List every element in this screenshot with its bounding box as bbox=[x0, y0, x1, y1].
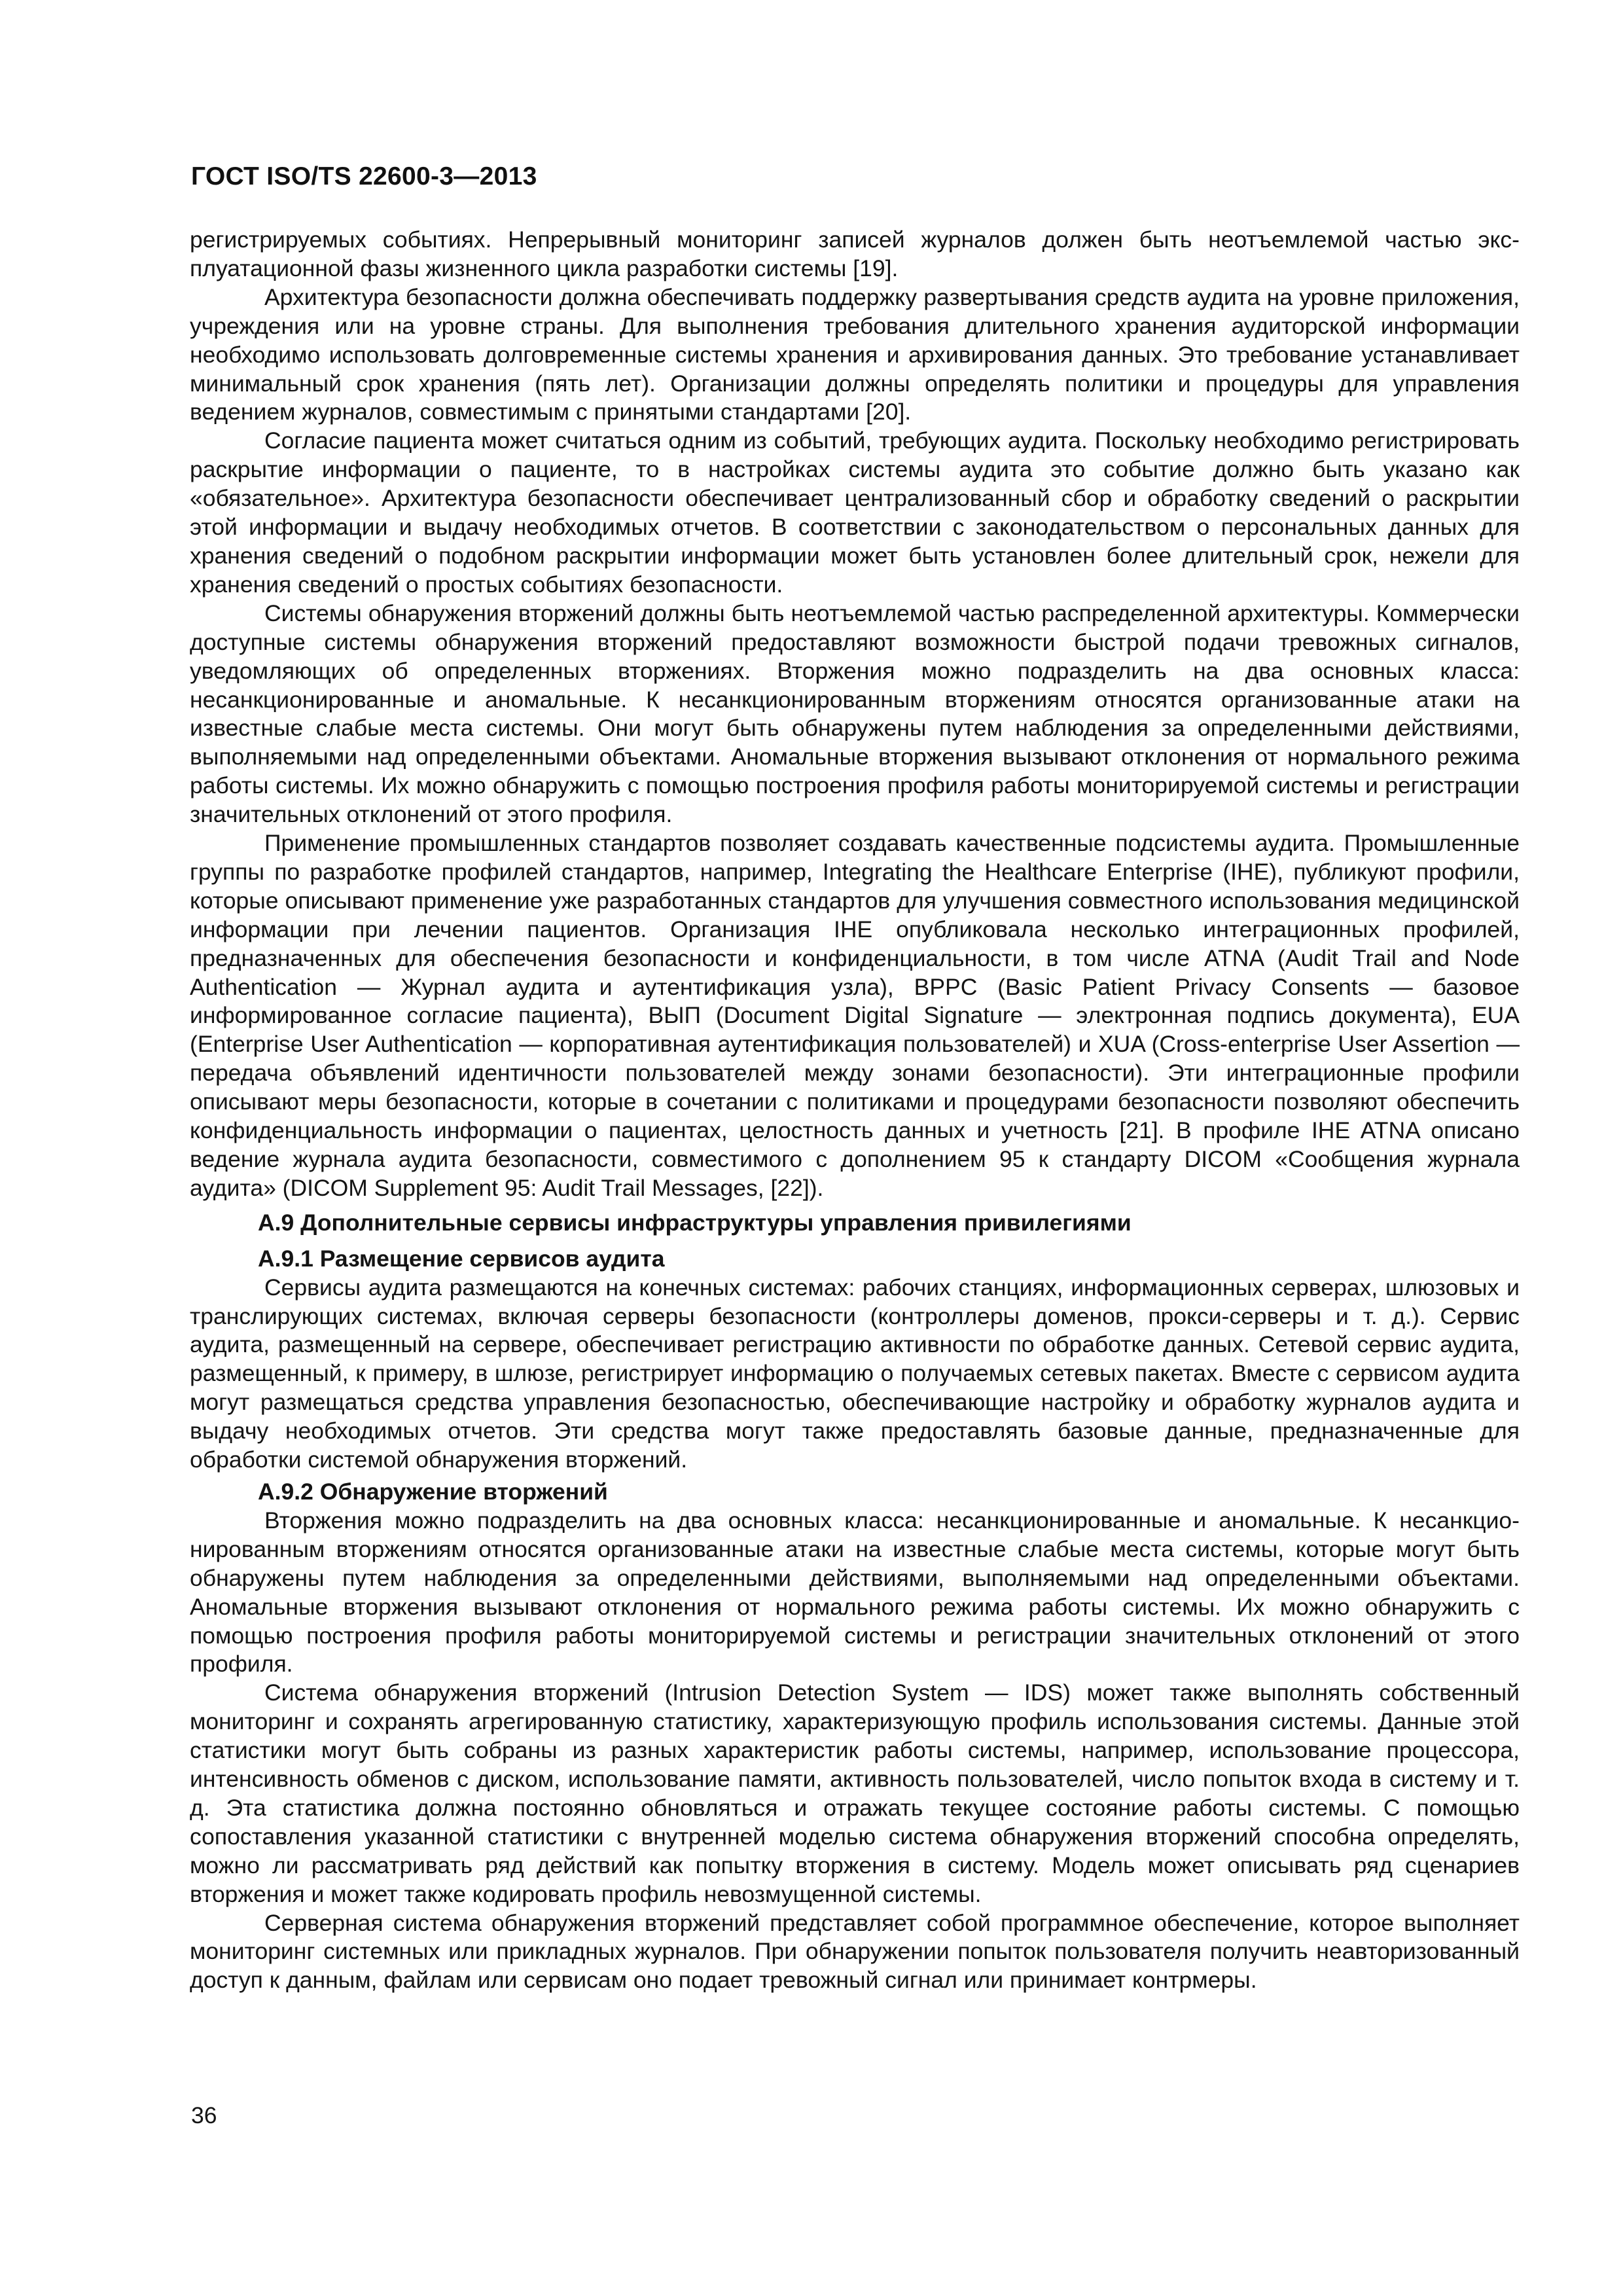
document-header: ГОСТ ISO/TS 22600-3—2013 bbox=[191, 162, 537, 190]
paragraph: Серверная система обнаружения вторжений представляет собой программное обеспечение, которое выполняет мониторинг системных или прикладных журналов. При обнаружении попыток пользователя получить неавторизованный доступ к данным, файлам или сервисам оно подает тревожный сигнал или принимает контрмеры. bbox=[190, 1909, 1520, 1994]
page-number: 36 bbox=[191, 2102, 217, 2128]
paragraph: Системы обнаружения вторжений должны быть неотъемлемой частью распределенной архитектуры. Коммерчески доступные системы обнаружения вторжений предоставляют возможности быстрой подачи тревожных сигналов, уведомляющих об определенных вторжениях. Вторжения можно подразделить на два основных класса: несанкционированные и аномальные. К несанкционированным вторжениям относятся организованные атаки на известные слабые места системы. Они могут быть обнаружены путем наблюдения за определенными действиями, выполняемыми над определенными объектами. Аномальные вторжения вызывают отклонения от нормального режима работы системы. Их можно обнаружить с помощью построения профиля работы мониторируемой системы и регистрации значительных отклонений от этого профиля. bbox=[190, 600, 1520, 828]
paragraph: Согласие пациента может считаться одним из событий, требующих аудита. Поскольку необходимо регистрировать раскрытие информации о пациенте, то в настройках системы аудита это событие должно быть указано как «обязательное». Архитектура безопасности обеспечивает централизованный сбор и обработку сведений о раскрытии этой информации и выдачу необходимых отчетов. В соответствии с законодательством о персональных данных для хранения сведений о подобном раскрытии информации может быть установлен более длительный срок, нежели для хранения сведений о простых событиях безопасности. bbox=[190, 427, 1520, 598]
paragraph: Архитектура безопасности должна обеспечивать поддержку развертывания средств аудита на уровне приложения, учреждения или на уровне страны. Для выполнения требования длительного хранения аудиторской информации необходимо использовать долговременные системы хранения и архивирования данных. Это требование устанавливает минимальный срок хранения (пять лет). Организации должны определять политики и процедуры для управления ведением журналов, совместимым с принятыми стандартами [20]. bbox=[190, 283, 1520, 425]
subsection-heading-a91: А.9.1 Размещение сервисов аудита bbox=[258, 1245, 665, 1272]
section-heading-a9: А.9 Дополнительные сервисы инфраструктуры управления привилегиями bbox=[258, 1209, 1132, 1236]
paragraph: Вторжения можно подразделить на два основных класса: несанкционированные и аномальные. К несанкционированным вторжениям относятся организованные атаки на известные слабые места системы, которые могут быть обнаружены путем наблюдения за определенными действиями, выполняемыми над определенными объектами. Аномальные вторжения вызывают отклонения от нормального режима работы системы. Их можно обнаружить с помощью построения профиля работы мониторируемой системы и регистрации значительных отклонений от этого профиля. bbox=[190, 1507, 1520, 1677]
paragraph: Сервисы аудита размещаются на конечных системах: рабочих станциях, информационных серверах, шлюзовых и транслирующих системах, включая серверы безопасности (контроллеры доменов, прокси-серверы и т. д.). Сервис аудита, размещенный на сервере, обеспечивает регистрацию активности по обработке данных. Сетевой сервис аудита, размещенный, к примеру, в шлюзе, регистрирует информацию о получаемых сетевых пакетах. Вместе с сервисом аудита могут размещаться средства управления безопасностью, обеспечивающие настройку и обработку журналов аудита и выдачу необходимых отчетов. Эти средства могут также предоставлять базовые данные, предназначенные для обработки системой обнаружения вторжений. bbox=[190, 1274, 1520, 1473]
paragraph: Система обнаружения вторжений (Intrusion Detection System — IDS) может также выполнять собственный мониторинг и сохранять агрегированную статистику, характеризующую профиль использования системы. Данные этой статистики могут быть собраны из разных характеристик работы системы, например, использование процессора, интенсивность обменов с диском, использование памяти, активность пользователей, число попыток входа в систему и т. д. Эта статистика должна постоянно обновляться и отражать текущее состояние работы системы. С помощью сопоставления указанной статистики с внутренней моделью система обнаружения вторжений способна определять, можно ли рассматривать ряд действий как попытку вторжения в систему. Модель может описывать ряд сценариев вторжения и может также кодировать профиль невозмущенной системы. bbox=[190, 1679, 1520, 1907]
document-body bbox=[190, 226, 1520, 1995]
paragraph: Применение промышленных стандартов позволяет создавать качественные подсистемы аудита. Промышленные группы по разработке профилей стандартов, например, Integrating the Healthcare Enterprise (IHE), публикуют профили, которые описывают применение уже разработанных стандартов для улучшения совместного использования медицинской информации при лечении пациентов. Организация IHE опубликовала несколько интеграционных профилей, предназначенных для обеспечения безопасности и конфиденциальности, в том числе ATNA (Audit Trail and Node Authentication — Журнал аудита и аутентификация узла), BPPC (Basic Patient Privacy Consents — базовое информированное согласие пациента), ВЫП (Document Digital Signature — электронная подпись документа), EUA (Enterprise User Authentication — корпоративная аутентификация пользователей) и XUA (Cross-enterprise User Assertion — передача объявлений идентичности пользователей между зонами безопасности). Эти интеграционные профили описывают меры безопасности, которые в сочетании с политиками и процедурами безопасности позволяют обеспечить конфиденциальность информации о пациентах, целостность данных и учетность [21]. В профиле IHE ATNA описано ведение журнала аудита безопасности, совместимого с дополнением 95 к стандарту DICOM «Сообщения журнала аудита» (DICOM Supplement 95: Audit Trail Messages, [22]). bbox=[190, 830, 1520, 1201]
subsection-heading-a92: А.9.2 Обнаружение вторжений bbox=[258, 1478, 608, 1505]
paragraph: регистрируемых событиях. Непрерывный мониторинг записей журналов должен быть неотъемлемой частью эксплуатационной фазы жизненного цикла разработки системы [19]. bbox=[190, 226, 1520, 281]
